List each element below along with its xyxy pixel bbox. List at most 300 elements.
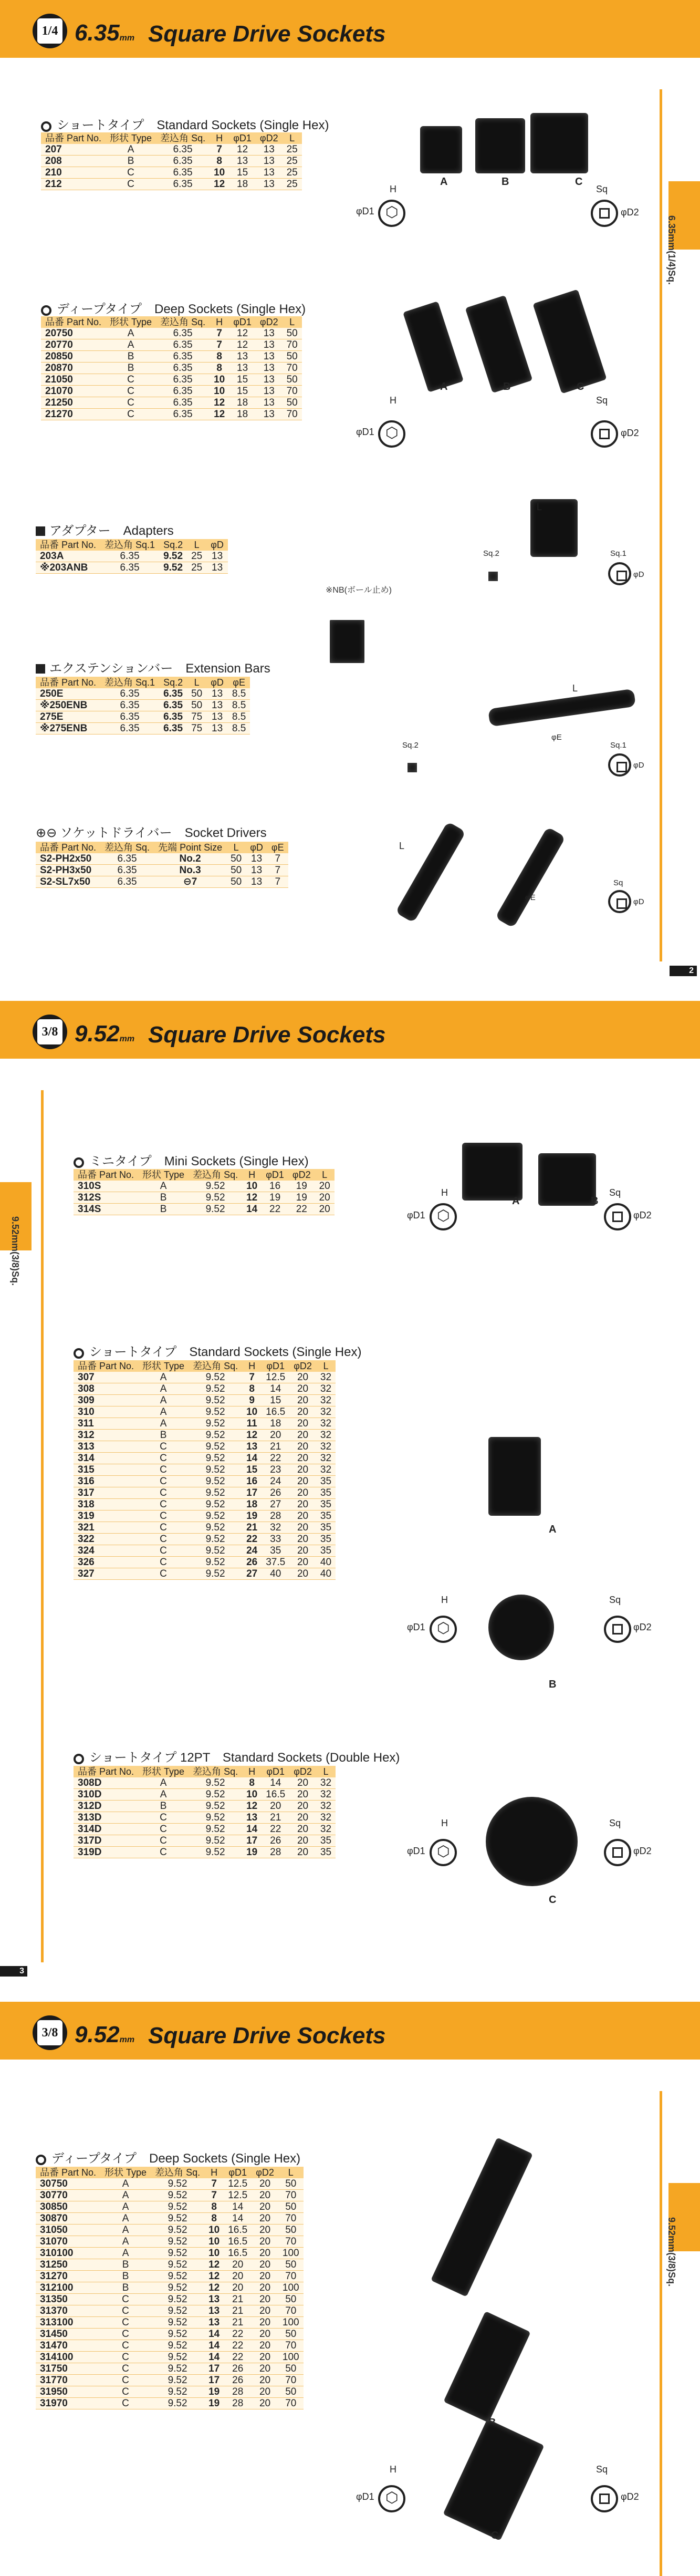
- table-row: [74, 1204, 335, 1215]
- table-row: [36, 2294, 304, 2305]
- spec-cell: C: [138, 1511, 189, 1522]
- spec-cell: 6.35: [156, 144, 210, 156]
- spec-cell: 6.35: [156, 374, 210, 386]
- dim-d1: φD1: [356, 206, 374, 216]
- spec-cell: 26: [224, 2363, 252, 2375]
- mm-size: [75, 20, 134, 46]
- spec-cell: 14: [242, 1453, 262, 1464]
- mm-unit: mm: [119, 34, 135, 43]
- table-row: [36, 2282, 304, 2294]
- spec-cell: 12: [210, 397, 229, 409]
- deep-socket-photo-a: [403, 301, 464, 392]
- ring-bullet-icon: [36, 2155, 46, 2165]
- spec-cell: 100: [278, 2317, 304, 2329]
- drive-size-badge: [33, 2015, 67, 2050]
- spec-cell: 70: [278, 2271, 304, 2282]
- spec-cell: 22: [224, 2352, 252, 2363]
- spec-cell: 32: [316, 1789, 336, 1801]
- spec-cell: 12.5: [224, 2190, 252, 2201]
- socket-photo-c: [530, 113, 588, 173]
- spec-cell: 35: [316, 1835, 336, 1847]
- square-drive-icon: [604, 1616, 631, 1643]
- spec-cell: 12: [229, 328, 256, 339]
- ring-bullet-icon: [41, 305, 51, 316]
- part-number-cell: 312S: [74, 1192, 138, 1204]
- spec-cell: 70: [278, 2305, 304, 2317]
- table-row: [36, 2305, 304, 2317]
- dim-sq: Sq: [596, 395, 608, 406]
- spec-cell: 15: [262, 1395, 289, 1406]
- spec-cell: 20: [315, 1192, 335, 1204]
- dim-d: φD: [633, 761, 644, 770]
- spec-cell: 20: [252, 2271, 278, 2282]
- table-row: [74, 1511, 336, 1522]
- spec-cell: C: [138, 1487, 189, 1499]
- spec-cell: 13: [206, 551, 228, 562]
- mm-value: 6.35: [75, 20, 120, 46]
- column-header: L: [283, 132, 302, 144]
- spec-cell: 13: [256, 374, 283, 386]
- spec-cell: 50: [278, 2329, 304, 2340]
- table-header-row: [36, 842, 288, 853]
- part-number-cell: 308: [74, 1383, 138, 1395]
- hex-end-icon: [430, 1616, 457, 1643]
- table-row: [74, 1801, 336, 1812]
- column-header: 品番 Part No.: [36, 539, 100, 551]
- section-title: [74, 1747, 400, 1765]
- spec-cell: 35: [316, 1534, 336, 1545]
- spec-cell: 17: [242, 1835, 262, 1847]
- part-number-cell: 31350: [36, 2294, 100, 2305]
- spec-cell: 20: [252, 2329, 278, 2340]
- spec-cell: 50: [226, 876, 246, 888]
- part-number-cell: 31050: [36, 2225, 100, 2236]
- column-header: φE: [267, 842, 288, 853]
- spec-table: [74, 1360, 336, 1580]
- spec-cell: C: [100, 2352, 151, 2363]
- table-row: [41, 328, 302, 339]
- fraction-label: 3/8: [37, 1019, 62, 1044]
- socket-photo-a: [420, 126, 462, 173]
- spec-cell: 10: [210, 167, 229, 179]
- spec-cell: 9.52: [151, 2305, 204, 2317]
- column-header: 品番 Part No.: [41, 316, 106, 328]
- ring-bullet-icon: [41, 121, 51, 132]
- column-header: 形状 Type: [138, 1360, 189, 1372]
- spec-cell: 13: [256, 167, 283, 179]
- square-drive-icon: [608, 753, 631, 777]
- column-header: H: [242, 1169, 262, 1181]
- spec-cell: 20: [289, 1557, 316, 1568]
- dim-d1: φD1: [407, 1210, 425, 1220]
- spec-cell: B: [138, 1192, 189, 1204]
- part-number-cell: 210: [41, 167, 106, 179]
- spec-cell: 25: [187, 562, 206, 574]
- spec-cell: C: [106, 167, 156, 179]
- phillips-driver-photo: [395, 821, 466, 923]
- spec-cell: 20: [252, 2317, 278, 2329]
- spec-cell: C: [138, 1499, 189, 1511]
- column-header: 形状 Type: [100, 2167, 151, 2178]
- spec-cell: 19: [242, 1511, 262, 1522]
- spec-cell: A: [138, 1181, 189, 1192]
- spec-cell: 70: [283, 409, 302, 420]
- spec-cell: 32: [316, 1441, 336, 1453]
- spec-cell: 20: [252, 2225, 278, 2236]
- dim-l: L: [572, 683, 578, 694]
- spec-cell: 9.52: [189, 1801, 242, 1812]
- spec-cell: 9.52: [151, 2236, 204, 2248]
- table-row: [36, 2259, 304, 2271]
- spec-cell: 13: [204, 2294, 224, 2305]
- spec-cell: 24: [242, 1545, 262, 1557]
- part-number-cell: 207: [41, 144, 106, 156]
- deep-socket-photo-b: [443, 2311, 530, 2423]
- spec-cell: 9.52: [151, 2294, 204, 2305]
- spec-cell: 9.52: [151, 2352, 204, 2363]
- spec-cell: 20: [289, 1430, 316, 1441]
- spec-cell: 9.52: [189, 1847, 242, 1858]
- spec-cell: 19: [288, 1181, 315, 1192]
- spec-cell: 20: [252, 2282, 278, 2294]
- spec-cell: 20: [252, 2294, 278, 2305]
- spec-cell: 20: [289, 1847, 316, 1858]
- dim-d2: φD2: [621, 2491, 639, 2502]
- spec-cell: B: [138, 1430, 189, 1441]
- spec-cell: 6.35: [100, 865, 154, 876]
- spec-cell: 18: [229, 179, 256, 190]
- table-row: [36, 2398, 304, 2409]
- spec-cell: 10: [210, 386, 229, 397]
- part-number-cell: 212: [41, 179, 106, 190]
- spec-cell: 9.52: [189, 1383, 242, 1395]
- mm-value: 9.52: [75, 2022, 120, 2047]
- spec-cell: 50: [278, 2294, 304, 2305]
- spec-cell: B: [100, 2259, 151, 2271]
- spec-cell: A: [138, 1383, 189, 1395]
- spec-cell: 26: [262, 1835, 289, 1847]
- spec-cell: 9.52: [151, 2248, 204, 2259]
- spec-cell: 14: [262, 1383, 289, 1395]
- spec-cell: 50: [278, 2386, 304, 2398]
- column-header: 品番 Part No.: [36, 677, 100, 688]
- sq2-marker: [488, 572, 498, 581]
- column-header: φE: [228, 677, 250, 688]
- spec-cell: 23: [262, 1464, 289, 1476]
- spec-cell: 9.52: [159, 562, 187, 574]
- spec-cell: 37.5: [262, 1557, 289, 1568]
- spec-cell: 12: [229, 144, 256, 156]
- spec-cell: 15: [229, 386, 256, 397]
- spec-cell: 8.5: [228, 723, 250, 734]
- part-number-cell: 20850: [41, 351, 106, 363]
- square-drive-icon: [604, 1839, 631, 1866]
- spec-cell: C: [138, 1835, 189, 1847]
- table-row: [36, 2190, 304, 2201]
- spec-cell: 22: [224, 2329, 252, 2340]
- spec-cell: B: [106, 363, 156, 374]
- section-title-text: エクステンションバー Extension Bars: [49, 661, 270, 676]
- socket-photo-a: [488, 1437, 541, 1516]
- square-drive-icon: [608, 890, 631, 913]
- spec-cell: 7: [267, 876, 288, 888]
- spec-cell: ⊖7: [154, 876, 226, 888]
- table-row: [36, 2317, 304, 2329]
- table-row: [36, 2201, 304, 2213]
- spec-cell: 13: [256, 386, 283, 397]
- column-header: L: [226, 842, 246, 853]
- spec-cell: 21: [262, 1812, 289, 1824]
- column-header: 差込角 Sq.: [151, 2167, 204, 2178]
- column-header: L: [316, 1360, 336, 1372]
- column-header: 品番 Part No.: [74, 1766, 138, 1777]
- part-number-cell: 321: [74, 1522, 138, 1534]
- part-number-cell: 313100: [36, 2317, 100, 2329]
- spec-cell: 9.52: [151, 2271, 204, 2282]
- spec-cell: 12: [242, 1801, 262, 1812]
- spec-cell: 14: [262, 1777, 289, 1789]
- spec-cell: 12: [210, 409, 229, 420]
- dim-d1: φD1: [407, 1622, 425, 1632]
- spec-cell: 50: [283, 328, 302, 339]
- table-row: [74, 1395, 336, 1406]
- spec-cell: 10: [204, 2236, 224, 2248]
- column-header: 差込角 Sq.: [156, 316, 210, 328]
- spec-cell: 6.35: [100, 688, 159, 700]
- spec-cell: 16.5: [262, 1406, 289, 1418]
- spec-cell: 50: [187, 700, 206, 711]
- part-number-cell: 314S: [74, 1204, 138, 1215]
- spec-cell: 9.52: [189, 1181, 242, 1192]
- part-number-cell: 317D: [74, 1835, 138, 1847]
- section-title: [74, 1341, 361, 1360]
- spec-cell: 9.52: [189, 1487, 242, 1499]
- spec-cell: 18: [242, 1499, 262, 1511]
- column-header: φD2: [288, 1169, 315, 1181]
- spec-cell: 13: [206, 562, 228, 574]
- spec-cell: 22: [262, 1824, 289, 1835]
- fraction-label: 1/4: [37, 18, 62, 44]
- table-row: [36, 2363, 304, 2375]
- spec-cell: 12: [204, 2259, 224, 2271]
- table-row: [36, 700, 250, 711]
- part-number-cell: 324: [74, 1545, 138, 1557]
- column-header: 品番 Part No.: [74, 1360, 138, 1372]
- spec-cell: 50: [278, 2178, 304, 2190]
- side-label: 9.52mm(3/8)Sq.: [10, 1216, 20, 1286]
- spec-cell: 21: [262, 1441, 289, 1453]
- table-row: [74, 1777, 336, 1789]
- part-number-cell: S2-PH3x50: [36, 865, 100, 876]
- dim-d2: φD2: [633, 1622, 652, 1632]
- section-title: [36, 2148, 300, 2166]
- type-label-c: C: [575, 176, 583, 188]
- column-header: H: [210, 316, 229, 328]
- spec-cell: 24: [262, 1476, 289, 1487]
- spec-cell: 7: [204, 2190, 224, 2201]
- spec-cell: 9.52: [189, 1499, 242, 1511]
- spec-cell: 7: [267, 853, 288, 865]
- spec-cell: 50: [278, 2225, 304, 2236]
- spec-cell: 9.52: [151, 2398, 204, 2409]
- column-header: φD2: [256, 316, 283, 328]
- spec-cell: C: [106, 179, 156, 190]
- section-title-text: ディープタイプ Deep Sockets (Single Hex): [57, 302, 306, 316]
- side-rule: [660, 89, 662, 961]
- column-header: Sq.2: [159, 539, 187, 551]
- part-number-cell: 30770: [36, 2190, 100, 2201]
- table-row: [74, 1522, 336, 1534]
- spec-cell: 9.52: [189, 1534, 242, 1545]
- square-bullet-icon: [36, 526, 45, 536]
- section-title-text: ソケットドライバー Socket Drivers: [60, 826, 267, 840]
- spec-cell: 35: [316, 1847, 336, 1858]
- spec-cell: 10: [204, 2225, 224, 2236]
- spec-cell: 9.52: [189, 1545, 242, 1557]
- spec-cell: No.3: [154, 865, 226, 876]
- spec-cell: 20: [289, 1511, 316, 1522]
- dim-sq: Sq: [609, 1818, 621, 1828]
- spec-cell: 8: [204, 2213, 224, 2225]
- section-title: [41, 115, 329, 133]
- spec-cell: 10: [210, 374, 229, 386]
- spec-cell: 13: [256, 363, 283, 374]
- spec-cell: 11: [242, 1418, 262, 1430]
- spec-cell: 19: [242, 1847, 262, 1858]
- table-row: [41, 156, 302, 167]
- column-header: φD1: [262, 1766, 289, 1777]
- spec-cell: 21: [224, 2317, 252, 2329]
- spec-cell: 21: [242, 1522, 262, 1534]
- section-title-text: ショートタイプ Standard Sockets (Single Hex): [89, 1345, 362, 1359]
- table-row: [36, 2213, 304, 2225]
- spec-cell: 50: [278, 2259, 304, 2271]
- spec-cell: 28: [224, 2386, 252, 2398]
- spec-cell: 22: [242, 1534, 262, 1545]
- spec-table: [36, 842, 288, 888]
- spec-cell: 6.35: [100, 853, 154, 865]
- column-header: 差込角 Sq.: [189, 1766, 242, 1777]
- part-number-cell: 275E: [36, 711, 100, 723]
- spec-cell: C: [100, 2305, 151, 2317]
- table-row: [41, 351, 302, 363]
- part-number-cell: 31450: [36, 2329, 100, 2340]
- spec-cell: 32: [316, 1812, 336, 1824]
- spec-cell: 7: [210, 328, 229, 339]
- spec-cell: 13: [246, 865, 267, 876]
- side-label: 6.35mm(1/4)Sq.: [666, 215, 677, 285]
- table-row: [36, 2236, 304, 2248]
- spec-cell: 33: [262, 1534, 289, 1545]
- spec-cell: 8: [210, 156, 229, 167]
- spec-cell: 13: [256, 409, 283, 420]
- spec-cell: 20: [252, 2398, 278, 2409]
- spec-cell: C: [138, 1522, 189, 1534]
- column-header: 先端 Point Size: [154, 842, 226, 853]
- column-header: 差込角 Sq.: [189, 1169, 242, 1181]
- spec-cell: 14: [224, 2201, 252, 2213]
- spec-cell: 9.52: [189, 1476, 242, 1487]
- spec-cell: C: [138, 1534, 189, 1545]
- side-label: 9.52mm(3/8)Sq.: [666, 2217, 677, 2287]
- spec-cell: 25: [283, 144, 302, 156]
- spec-cell: 22: [262, 1204, 288, 1215]
- table-row: [74, 1568, 336, 1580]
- spec-cell: B: [138, 1204, 189, 1215]
- part-number-cell: 326: [74, 1557, 138, 1568]
- spec-cell: 100: [278, 2352, 304, 2363]
- spec-cell: C: [100, 2294, 151, 2305]
- part-number-cell: 316: [74, 1476, 138, 1487]
- spec-cell: 13: [256, 156, 283, 167]
- phillips-slotted-icon: ⊕⊖: [36, 826, 57, 840]
- spec-cell: 6.35: [156, 339, 210, 351]
- dim-d2: φD2: [633, 1210, 652, 1220]
- table-row: [74, 1835, 336, 1847]
- spec-cell: 17: [242, 1487, 262, 1499]
- spec-cell: C: [106, 409, 156, 420]
- part-number-cell: S2-SL7x50: [36, 876, 100, 888]
- spec-cell: 9: [242, 1395, 262, 1406]
- spec-cell: 20: [289, 1545, 316, 1557]
- socket-photo-c: [486, 1797, 578, 1886]
- spec-cell: 75: [187, 723, 206, 734]
- spec-cell: 28: [262, 1511, 289, 1522]
- spec-cell: 50: [278, 2363, 304, 2375]
- part-number-cell: 313: [74, 1441, 138, 1453]
- table-row: [74, 1824, 336, 1835]
- spec-cell: 12: [229, 339, 256, 351]
- part-number-cell: 250E: [36, 688, 100, 700]
- section-title: [74, 1151, 309, 1169]
- spec-cell: 70: [283, 363, 302, 374]
- table-row: [41, 179, 302, 190]
- spec-cell: 16.5: [224, 2236, 252, 2248]
- spec-cell: C: [100, 2317, 151, 2329]
- spec-cell: 13: [246, 853, 267, 865]
- catalog-page-1: [0, 0, 700, 988]
- table-row: [74, 1418, 336, 1430]
- part-number-cell: 314100: [36, 2352, 100, 2363]
- table-header-row: [41, 316, 302, 328]
- spec-cell: 27: [262, 1499, 289, 1511]
- spec-cell: 9.52: [151, 2259, 204, 2271]
- spec-cell: 9.52: [189, 1192, 242, 1204]
- part-number-cell: 21070: [41, 386, 106, 397]
- part-number-cell: 31370: [36, 2305, 100, 2317]
- spec-cell: 17: [204, 2375, 224, 2386]
- table-header-row: [74, 1766, 336, 1777]
- spec-cell: 35: [316, 1511, 336, 1522]
- spec-cell: 6.35: [156, 179, 210, 190]
- spec-cell: C: [100, 2363, 151, 2375]
- spec-cell: 27: [242, 1568, 262, 1580]
- part-number-cell: 31950: [36, 2386, 100, 2398]
- column-header: 品番 Part No.: [41, 132, 106, 144]
- section-title: [41, 298, 306, 317]
- deep-socket-photo-a: [431, 2137, 533, 2297]
- column-header: H: [242, 1360, 262, 1372]
- section-title: [36, 822, 267, 841]
- spec-cell: 6.35: [100, 562, 159, 574]
- spec-cell: 70: [283, 386, 302, 397]
- spec-cell: 9.52: [189, 1568, 242, 1580]
- part-number-cell: 31970: [36, 2398, 100, 2409]
- column-header: φD1: [229, 316, 256, 328]
- spec-cell: 50: [278, 2201, 304, 2213]
- type-label-c: C: [491, 2530, 499, 2541]
- spec-cell: 10: [204, 2248, 224, 2259]
